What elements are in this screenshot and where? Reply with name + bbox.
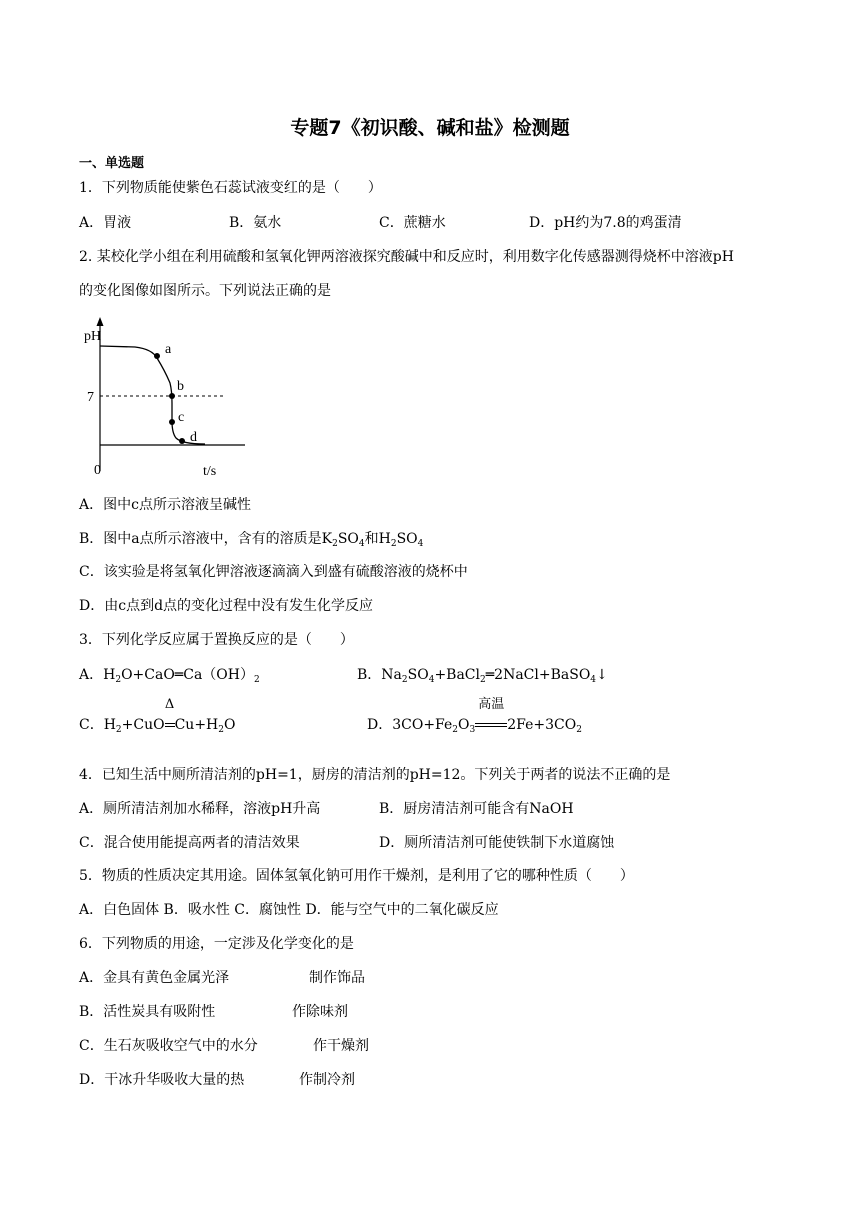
q6-option-b-use: 作除味剂 xyxy=(292,1004,348,1020)
question-2-stem-line1: 2. 某校化学小组在利用硫酸和氢氧化钾两溶液探究酸碱中和反应时，利用数字化传感器测得烧杯中溶液pH xyxy=(79,249,734,265)
q1-option-b: B．氨水 xyxy=(229,215,282,231)
q2-option-d: D．由c点到d点的变化过程中没有发生化学反应 xyxy=(79,598,374,614)
heating-condition: Δ xyxy=(165,715,175,735)
q6-option-a: A．金具有黄色金属光泽 xyxy=(79,970,230,986)
q1-option-a: A．胃液 xyxy=(79,215,132,231)
point-a-marker xyxy=(154,353,160,359)
q4-option-c: C．混合使用能提高两者的清洁效果 xyxy=(79,835,300,851)
q4-option-d: D．厕所清洁剂可能使铁制下水道腐蚀 xyxy=(379,835,615,851)
q3-option-d: D．$3CO+Fe_2O_3$ 高温 $2Fe+3CO_2$ xyxy=(367,697,582,735)
ph7-label: 7 xyxy=(87,390,94,405)
point-c-marker xyxy=(169,419,175,425)
point-a-label: a xyxy=(165,342,172,357)
q3-option-a: A．$H_2O+CaO═Ca(OH)_2$ xyxy=(79,667,260,685)
y-axis-label: pH xyxy=(84,329,102,344)
question-3-stem: 3．下列化学反应属于置换反应的是（ ） xyxy=(79,632,354,648)
q4-option-a: A．厕所清洁剂加水稀释，溶液pH升高 xyxy=(79,801,321,817)
q6-option-d: D．干冰升华吸收大量的热 xyxy=(79,1072,245,1088)
q3-option-c: C．$H_2+CuO$ Δ $Cu+H_2O$ xyxy=(79,697,236,735)
question-2-stem-line2: 的变化图像如图所示。下列说法正确的是 xyxy=(79,283,331,299)
point-b-label: b xyxy=(177,379,184,394)
q4-option-b: B．厨房清洁剂可能含有NaOH xyxy=(379,801,574,817)
q6-option-c: C．生石灰吸收空气中的水分 xyxy=(79,1038,258,1054)
question-6-stem: 6．下列物质的用途，一定涉及化学变化的是 xyxy=(79,936,354,952)
q6-option-a-use: 制作饰品 xyxy=(309,970,365,986)
q3-option-b: B．$Na_2SO_4+BaCl_2═2NaCl+BaSO_4↓$ xyxy=(357,667,608,685)
q1-option-c: C．蔗糖水 xyxy=(379,215,446,231)
point-d-marker xyxy=(179,438,185,444)
question-1-stem: 1．下列物质能使紫色石蕊试液变红的是（ ） xyxy=(79,180,382,196)
origin-label: 0 xyxy=(94,463,101,478)
question-4-stem: 4．已知生活中厕所清洁剂的pH=1，厨房的清洁剂的pH=12。下列关于两者的说法不正确的是 xyxy=(79,767,671,783)
point-c-label: c xyxy=(178,410,185,425)
high-temp-condition: 高温 xyxy=(475,715,507,735)
point-b-marker xyxy=(169,393,175,399)
section-heading: 一、单选题 xyxy=(79,156,145,171)
q6-option-d-use: 作制冷剂 xyxy=(299,1072,355,1088)
y-axis-arrow xyxy=(97,317,104,326)
q2-option-c: C．该实验是将氢氧化钾溶液逐滴滴入到盛有硫酸溶液的烧杯中 xyxy=(79,564,468,580)
q6-option-c-use: 作干燥剂 xyxy=(313,1038,369,1054)
q2-option-a: A．图中c点所示溶液呈碱性 xyxy=(79,497,251,513)
ph-curve-figure xyxy=(79,313,249,483)
question-5-stem: 5．物质的性质决定其用途。固体氢氧化钠可用作干燥剂，是利用了它的哪种性质（ ） xyxy=(79,868,634,884)
point-d-label: d xyxy=(190,430,197,445)
page-title: 专题7《初识酸、碱和盐》检测题 xyxy=(290,117,570,139)
q6-option-b: B．活性炭具有吸附性 xyxy=(79,1004,216,1020)
x-axis-label: t/s xyxy=(203,464,217,479)
q5-options: A．白色固体 B．吸水性 C．腐蚀性 D．能与空气中的二氧化碳反应 xyxy=(79,902,499,918)
q2-option-b: B．图中a点所示溶液中，含有的溶质是$K_2SO_4$和$H_2SO_4$ xyxy=(79,531,424,549)
q1-option-d: D．pH约为7.8的鸡蛋清 xyxy=(529,215,682,231)
